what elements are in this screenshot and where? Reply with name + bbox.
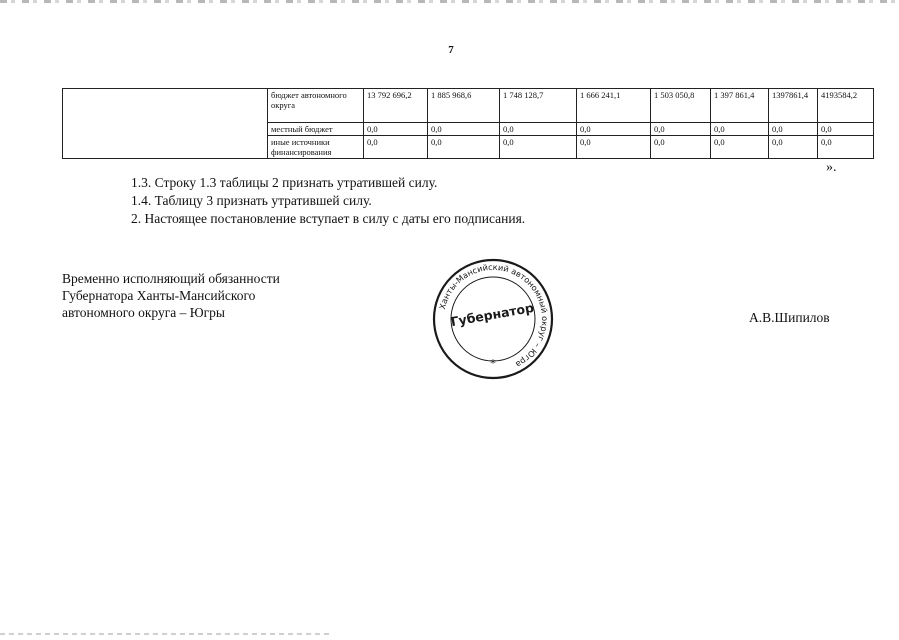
table-cell: 0,0 xyxy=(711,123,769,136)
table-cell: 0,0 xyxy=(711,136,769,159)
row-label: иные источники финансирования xyxy=(268,136,364,159)
merged-blank-cell xyxy=(63,89,268,159)
table-cell: 0,0 xyxy=(577,123,651,136)
seal-center-text: Губернатор xyxy=(449,299,535,330)
table-cell: 0,0 xyxy=(428,136,500,159)
seal-ring-text: Ханты-Мансийский автономный округ – Югра xyxy=(437,261,551,370)
signatory-position-line: Губернатора Ханты-Мансийского xyxy=(62,288,256,303)
official-seal xyxy=(431,257,555,381)
table-cell: 0,0 xyxy=(500,123,577,136)
table-cell: 0,0 xyxy=(769,136,818,159)
table-cell: 1 885 968,6 xyxy=(428,89,500,123)
table-cell: 0,0 xyxy=(500,136,577,159)
table-cell: 0,0 xyxy=(364,123,428,136)
table-cell: 4193584,2 xyxy=(818,89,874,123)
scan-edge-bottom xyxy=(0,633,330,635)
table-cell: 1 503 050,8 xyxy=(651,89,711,123)
table-cell: 1 748 128,7 xyxy=(500,89,577,123)
signatory-position xyxy=(62,270,280,321)
financing-table xyxy=(62,88,874,159)
table-row xyxy=(63,89,874,123)
table-cell: 1397861,4 xyxy=(769,89,818,123)
table-cell: 0,0 xyxy=(428,123,500,136)
scan-edge-top xyxy=(0,0,899,3)
paragraph-item: 1.4. Таблицу 3 признать утратившей силу. xyxy=(131,193,372,208)
paragraph-item: 1.3. Строку 1.3 таблицы 2 признать утратившей силу. xyxy=(131,175,438,190)
table-cell: 0,0 xyxy=(769,123,818,136)
row-label: бюджет автономного округа xyxy=(268,89,364,123)
row-label: местный бюджет xyxy=(268,123,364,136)
table-cell: 0,0 xyxy=(818,136,874,159)
table-cell: 0,0 xyxy=(364,136,428,159)
signatory-position-line: Временно исполняющий обязанности xyxy=(62,271,280,286)
page-number: 7 xyxy=(448,44,454,56)
table-cell: 1 397 861,4 xyxy=(711,89,769,123)
table-cell: 0,0 xyxy=(577,136,651,159)
table-cell: 0,0 xyxy=(651,123,711,136)
signatory-position-line: автономного округа – Югры xyxy=(62,305,225,320)
table-cell: 13 792 696,2 xyxy=(364,89,428,123)
seal-star-icon: * xyxy=(490,357,496,370)
table-cell: 0,0 xyxy=(818,123,874,136)
closing-quote-mark: ». xyxy=(826,160,837,175)
paragraph-item: 2. Настоящее постановление вступает в силу с даты его подписания. xyxy=(131,211,526,226)
signatory-name: А.В.Шипилов xyxy=(749,310,830,325)
table-cell: 0,0 xyxy=(651,136,711,159)
table-cell: 1 666 241,1 xyxy=(577,89,651,123)
